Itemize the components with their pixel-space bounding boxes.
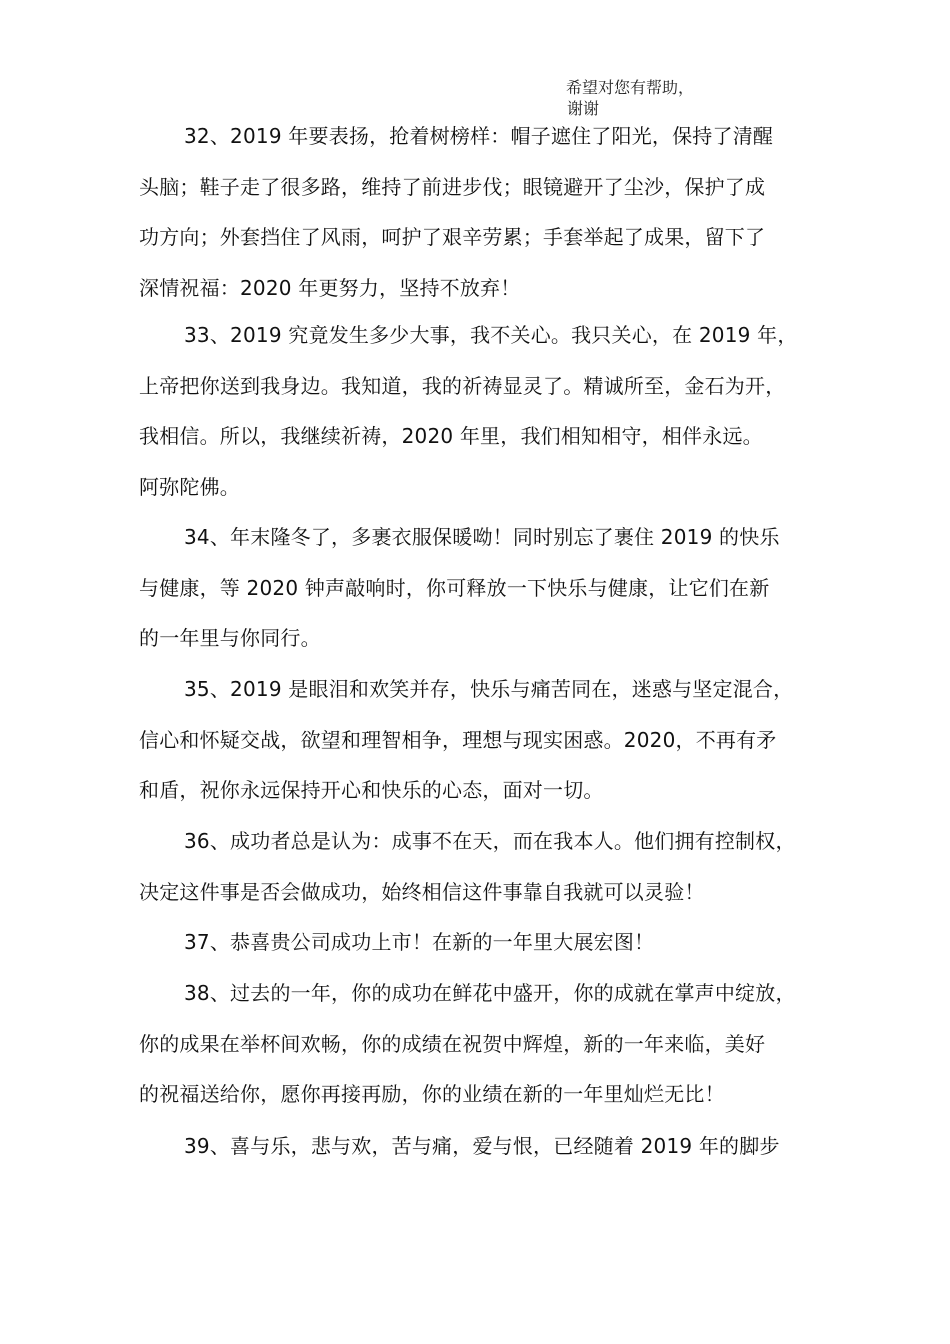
paragraph-33 [139, 325, 839, 527]
paragraph-line: 37、恭喜贵公司成功上市！在新的一年里大展宏图！ [184, 930, 655, 954]
paragraph-line: 38、过去的一年，你的成功在鲜花中盛开，你的成就在掌声中绽放， [184, 981, 796, 1005]
paragraph-line: 你的成果在举杯间欢畅，你的成绩在祝贺中辉煌，新的一年来临，美好 [139, 1031, 766, 1056]
header-note-line-2: 谢谢 [567, 99, 600, 118]
paragraph-34 [139, 527, 839, 679]
header-note-line-1: 希望对您有帮助， [566, 78, 695, 97]
paragraph-line: 上帝把你送到我身边。我知道，我的祈祷显灵了。精诚所至，金石为开， [139, 373, 786, 398]
paragraph-37 [139, 932, 839, 983]
paragraph-line: 的祝福送给你，愿你再接再励，你的业绩在新的一年里灿烂无比！ [139, 1082, 725, 1106]
paragraph-line: 32、2019 年要表扬，抢着树榜样：帽子遮住了阳光，保持了清醒 [184, 124, 774, 148]
paragraph-line: 33、2019 究竟发生多少大事，我不关心。我只关心，在 2019 年， [184, 323, 798, 347]
paragraph-38 [139, 983, 839, 1135]
paragraph-line: 与健康，等 2020 钟声敲响时，你可释放一下快乐与健康，让它们在新 [139, 575, 770, 600]
paragraph-35 [139, 679, 839, 831]
header-note [566, 77, 694, 119]
paragraph-line: 34、年末隆冬了，多裹衣服保暖呦！同时别忘了裹住 2019 的快乐 [184, 525, 780, 549]
paragraph-line: 和盾，祝你永远保持开心和快乐的心态，面对一切。 [139, 778, 604, 802]
paragraph-line: 35、2019 是眼泪和欢笑并存，快乐与痛苦同在，迷惑与坚定混合， [184, 677, 794, 701]
paragraph-line: 决定这件事是否会做成功，始终相信这件事靠自我就可以灵验！ [139, 879, 705, 904]
paragraph-line: 36、成功者总是认为：成事不在天，而在我本人。他们拥有控制权， [184, 829, 796, 853]
paragraph-line: 的一年里与你同行。 [139, 626, 321, 650]
paragraph-line: 阿弥陀佛。 [139, 474, 240, 499]
paragraph-39 [139, 1136, 839, 1187]
paragraph-line: 信心和怀疑交战，欲望和理智相争，理想与现实困惑。2020，不再有矛 [139, 727, 777, 752]
paragraph-line: 头脑；鞋子走了很多路，维持了前进步伐；眼镜避开了尘沙，保护了成 [139, 174, 766, 199]
paragraph-line: 我相信。所以，我继续祈祷，2020 年里，我们相知相守，相伴永远。 [139, 424, 763, 448]
paragraph-32 [139, 126, 839, 328]
paragraph-36 [139, 831, 839, 932]
paragraph-line: 功方向；外套挡住了风雨，呵护了艰辛劳累；手套举起了成果，留下了 [139, 225, 766, 249]
paragraph-line: 深情祝福：2020 年更努力，坚持不放弃！ [139, 275, 521, 300]
paragraph-line: 39、喜与乐，悲与欢，苦与痛，爱与恨，已经随着 2019 年的脚步 [184, 1134, 780, 1158]
